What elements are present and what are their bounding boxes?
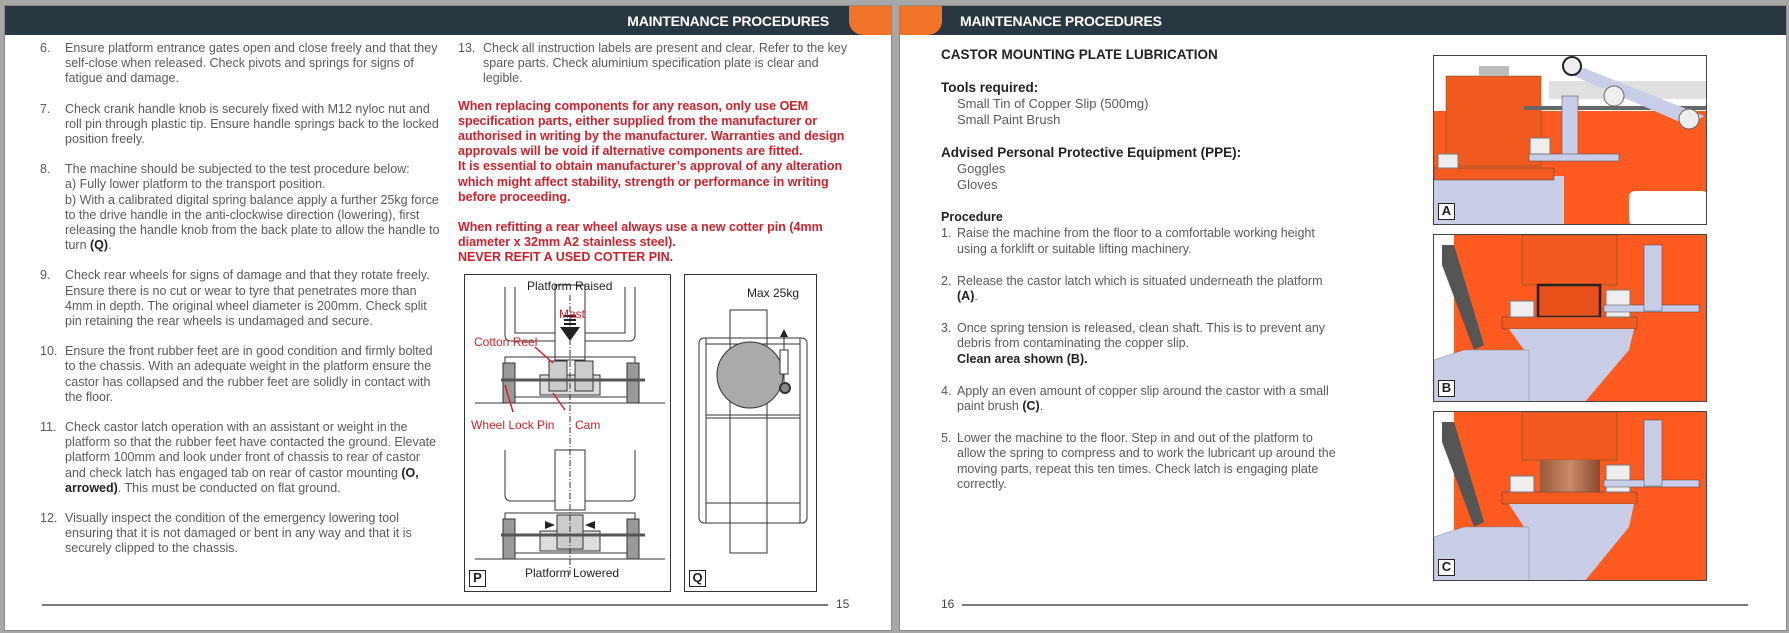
handle-diagram-svg xyxy=(685,275,818,593)
caption-platform-lowered: Platform Lowered xyxy=(525,566,620,580)
photo-label-a: A xyxy=(1438,203,1455,220)
cotter-pin-warning: When refitting a rear wheel always use a new cotter pin (4mm diameter x 32mm A2 stainless steel). NEVER REFIT A USED COTTER PIN. xyxy=(458,220,823,265)
step-6: 6. Ensure platform entrance gates open and close freely and that they self-close when released. Check pivots and springs for signs of fatigue and damage. xyxy=(40,41,438,86)
step-9: 9. Check rear wheels for signs of damage and that they rotate freely. Ensure there is no cut or wear to tyre that penetrates more than 4mm in depth. The original wheel diameter is 200mm. Check split pin retaining the rear wheels is undamaged and secure. xyxy=(40,268,430,329)
figure-label-q: Q xyxy=(689,570,706,587)
figure-p-platform-diagram xyxy=(464,274,671,592)
ppe-list: Goggles Gloves xyxy=(957,161,1006,193)
lubrication-section xyxy=(941,47,1341,509)
procedure-title: Procedure xyxy=(941,210,1003,225)
right-column xyxy=(458,41,858,266)
callout-cam: Cam xyxy=(575,418,601,432)
page-header xyxy=(5,6,891,35)
step-7: 7. Check crank handle knob is securely fixed with M12 nyloc nut and roll pin through plastic tip. Ensure handle springs back to the locked position freely. xyxy=(40,101,439,147)
photo-label-c: C xyxy=(1438,559,1455,576)
header-title: MAINTENANCE PROCEDURES xyxy=(960,13,1162,29)
step-10: 10. Ensure the front rubber feet are in good condition and firmly bolted to the chassis. With an adequate weight in the platform ensure the castor has collapsed and the rubber feet are solidly in contact with the floor. xyxy=(40,344,433,404)
orange-tab xyxy=(900,6,942,35)
page-number-15: 15 xyxy=(836,597,850,611)
proc-step-4: 4. Apply an even amount of copper slip around the castor with a small paint brush (C). xyxy=(941,383,1329,414)
caption-max-25kg: Max 25kg xyxy=(747,286,800,300)
section-title: CASTOR MOUNTING PLATE LUBRICATION xyxy=(941,47,1218,62)
platform-diagram-svg xyxy=(465,275,672,593)
photo-c-copper-slip-applied xyxy=(1433,411,1707,581)
step-13: 13. Check all instruction labels are present and clear. Refer to the key spare parts. Check aluminium specification plate is clear and legible. xyxy=(458,41,848,86)
caption-platform-raised: Platform Raised xyxy=(527,279,613,293)
step-11: 11. Check castor latch operation with an assistant or weight in the platform so that the rubber feet have contacted the ground. Elevate platform 100mm and look under front of chassis to rear of castor and check latch has engaged tab on rear of castor mounting (O, arrowed). This must be conducted on flat ground. xyxy=(40,420,437,495)
proc-step-5: 5. Lower the machine to the floor. Step in and out of the platform to allow the spring to compress and to work the lubricant up around the moving parts, repeat this ten times. Check latch is engaging plate correctly. xyxy=(941,431,1336,491)
photo-a-castor-latch xyxy=(1433,55,1707,225)
figure-label-p: P xyxy=(469,570,486,587)
figure-q-handle-diagram xyxy=(684,274,817,592)
photo-b-clean-shaft xyxy=(1433,234,1707,402)
oem-warning: When replacing components for any reason, only use OEM specification parts, either supplied from the manufacturer or authorised in writing by the manufacturer. Warranties and design approvals will be void if alternative components are fitted. It is essential to obtain manufacturer’s approval of any alteration which might affect stability, strength or performance in writing before proceeding. xyxy=(458,98,845,204)
left-column xyxy=(40,41,440,572)
orange-tab xyxy=(849,6,891,35)
step-8: 8. The machine should be subjected to the test procedure below: a) Fully lower platform to the transport position. b) With a calibrated digital spring balance apply a further 25kg force to the drive handle in the anti-clockwise direction (lowering), first releasing the handle knob from the back plate to allow the handle to turn (Q). xyxy=(40,162,440,253)
tools-list: Small Tin of Copper Slip (500mg) Small Paint Brush xyxy=(957,96,1149,128)
step-12: 12. Visually inspect the condition of the emergency lowering tool ensuring that it is not damaged or bent in any way and that it is securely clipped to the chassis. xyxy=(40,511,412,556)
header-title: MAINTENANCE PROCEDURES xyxy=(627,13,829,29)
footer-rule-left xyxy=(42,604,828,606)
ppe-title: Advised Personal Protective Equipment (PPE): xyxy=(941,145,1242,161)
proc-step-2: 2. Release the castor latch which is situated underneath the platform (A). xyxy=(941,273,1323,304)
callout-wheel-lock-pin: Wheel Lock Pin xyxy=(471,418,555,432)
callout-mast: Mast xyxy=(559,307,586,321)
tools-title: Tools required: xyxy=(941,80,1039,96)
proc-step-3: 3. Once spring tension is released, clean shaft. This is to prevent any debris from contaminating the copper slip. Clean area shown (B). xyxy=(941,321,1326,366)
footer-rule-right xyxy=(962,604,1748,606)
page-number-16: 16 xyxy=(941,597,955,611)
proc-step-1: 1. Raise the machine from the floor to a comfortable working height using a forklift or suitable lifting machinery. xyxy=(941,226,1315,256)
photo-label-b: B xyxy=(1438,380,1455,397)
callout-cotton-reel: Cotton Reel xyxy=(474,335,538,349)
page-header xyxy=(900,6,1786,35)
